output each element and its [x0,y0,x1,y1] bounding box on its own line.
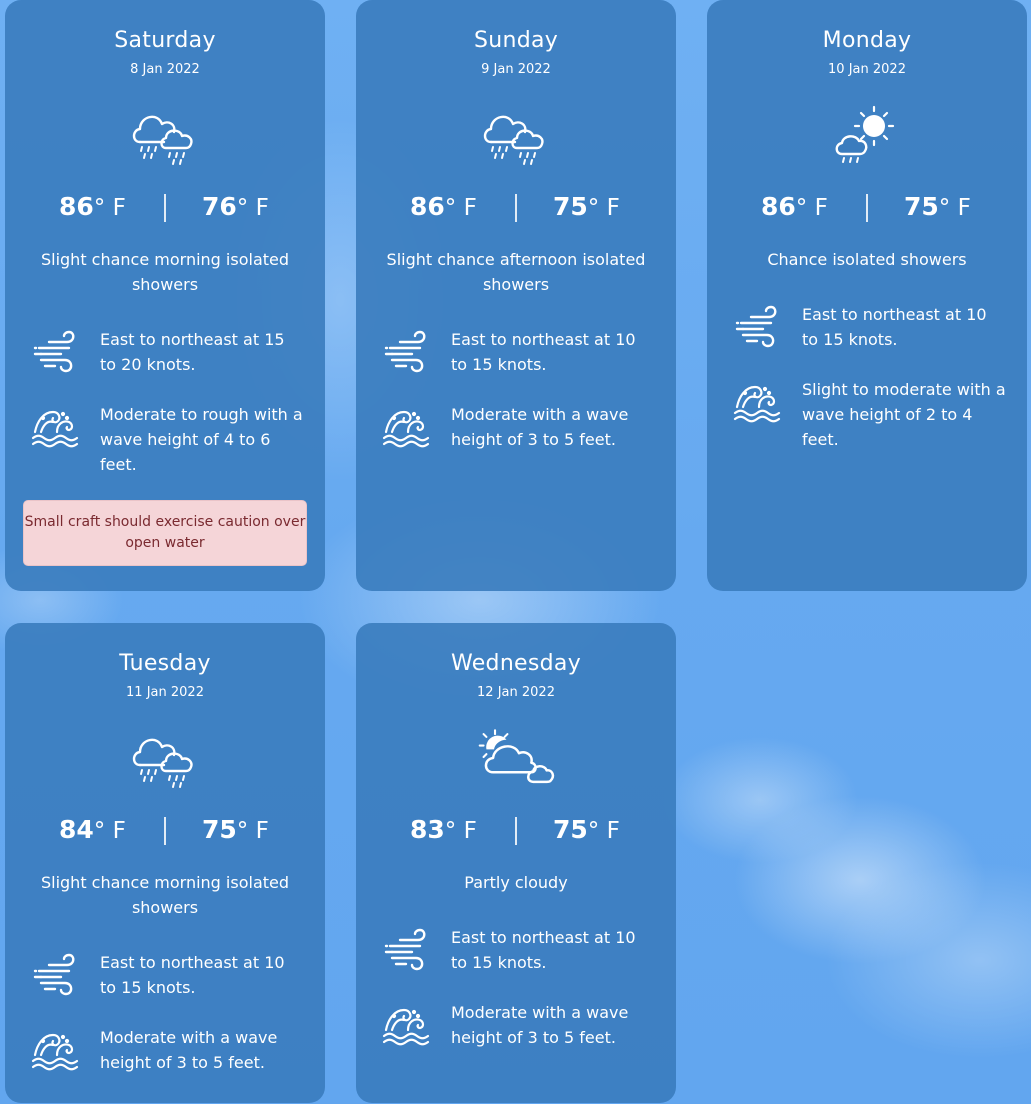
day-name: Saturday [114,28,216,53]
wind-text: East to northeast at 15 to 20 knots. [100,330,285,374]
waves-icon [31,402,81,452]
temperature-divider [164,817,166,845]
wind-info [733,302,1013,362]
wave-info [31,402,311,474]
low-temperature: 76° F [202,192,269,221]
high-temperature: 86° F [59,192,126,221]
wind-info [31,950,311,1010]
forecast-date: 10 Jan 2022 [828,62,906,77]
temperature-range [707,188,1027,228]
temperature-divider [866,194,868,222]
high-temperature: 86° F [761,192,828,221]
high-temperature: 84° F [59,815,126,844]
temperature-range [356,811,676,851]
weather-description: Slight chance afternoon isolated showers [386,250,646,294]
waves-icon [31,1025,81,1075]
wind-text: East to northeast at 10 to 15 knots. [100,953,285,997]
forecast-card-saturday [5,0,325,591]
wave-text: Moderate with a wave height of 3 to 5 feet. [451,1003,629,1047]
temperature-divider [164,194,166,222]
rain-showers-icon [130,725,200,789]
weather-description: Chance isolated showers [767,250,967,269]
forecast-date: 9 Jan 2022 [481,62,551,77]
forecast-card-tuesday [5,623,325,1103]
wind-icon [31,950,81,1000]
rain-showers-icon [481,102,551,166]
forecast-date: 12 Jan 2022 [477,685,555,700]
forecast-card-monday [707,0,1027,591]
day-name: Tuesday [119,651,211,676]
wind-info [31,327,311,387]
wind-text: East to northeast at 10 to 15 knots. [802,305,987,349]
low-temperature: 75° F [553,815,620,844]
wind-info [382,327,662,387]
temperature-range [5,811,325,851]
partly-cloudy-icon [474,725,560,789]
weather-description: Partly cloudy [464,873,568,892]
day-name: Wednesday [450,651,582,676]
temperature-range [356,188,676,228]
day-name: Sunday [473,28,559,53]
wind-text: East to northeast at 10 to 15 knots. [451,928,636,972]
weather-description: Slight chance morning isolated showers [40,873,290,917]
wind-icon [733,302,783,352]
low-temperature: 75° F [202,815,269,844]
high-temperature: 86° F [410,192,477,221]
wave-text: Moderate to rough with a wave height of 4 to 6 feet. [100,405,303,474]
temperature-divider [515,817,517,845]
wave-info [31,1025,311,1085]
high-temperature: 83° F [410,815,477,844]
forecast-card-sunday [356,0,676,591]
waves-icon [382,1000,432,1050]
sun-with-rain-cloud-icon [832,102,902,166]
weather-description: Slight chance morning isolated showers [40,250,290,294]
wind-text: East to northeast at 10 to 15 knots. [451,330,636,374]
small-craft-advisory: Small craft should exercise caution over open water [23,500,307,566]
temperature-divider [515,194,517,222]
forecast-date: 11 Jan 2022 [126,685,204,700]
wave-info [733,377,1013,449]
wind-icon [382,925,432,975]
low-temperature: 75° F [904,192,971,221]
wave-text: Slight to moderate with a wave height of 2 to 4 feet. [802,380,1006,449]
waves-icon [382,402,432,452]
wind-icon [382,327,432,377]
rain-showers-icon [130,102,200,166]
wave-info [382,1000,662,1060]
forecast-date: 8 Jan 2022 [130,62,200,77]
wave-text: Moderate with a wave height of 3 to 5 feet. [451,405,629,449]
temperature-range [5,188,325,228]
forecast-card-wednesday [356,623,676,1103]
wind-icon [31,327,81,377]
waves-icon [733,377,783,427]
low-temperature: 75° F [553,192,620,221]
day-name: Monday [822,28,912,53]
wind-info [382,925,662,985]
wave-text: Moderate with a wave height of 3 to 5 feet. [100,1028,278,1072]
wave-info [382,402,662,462]
